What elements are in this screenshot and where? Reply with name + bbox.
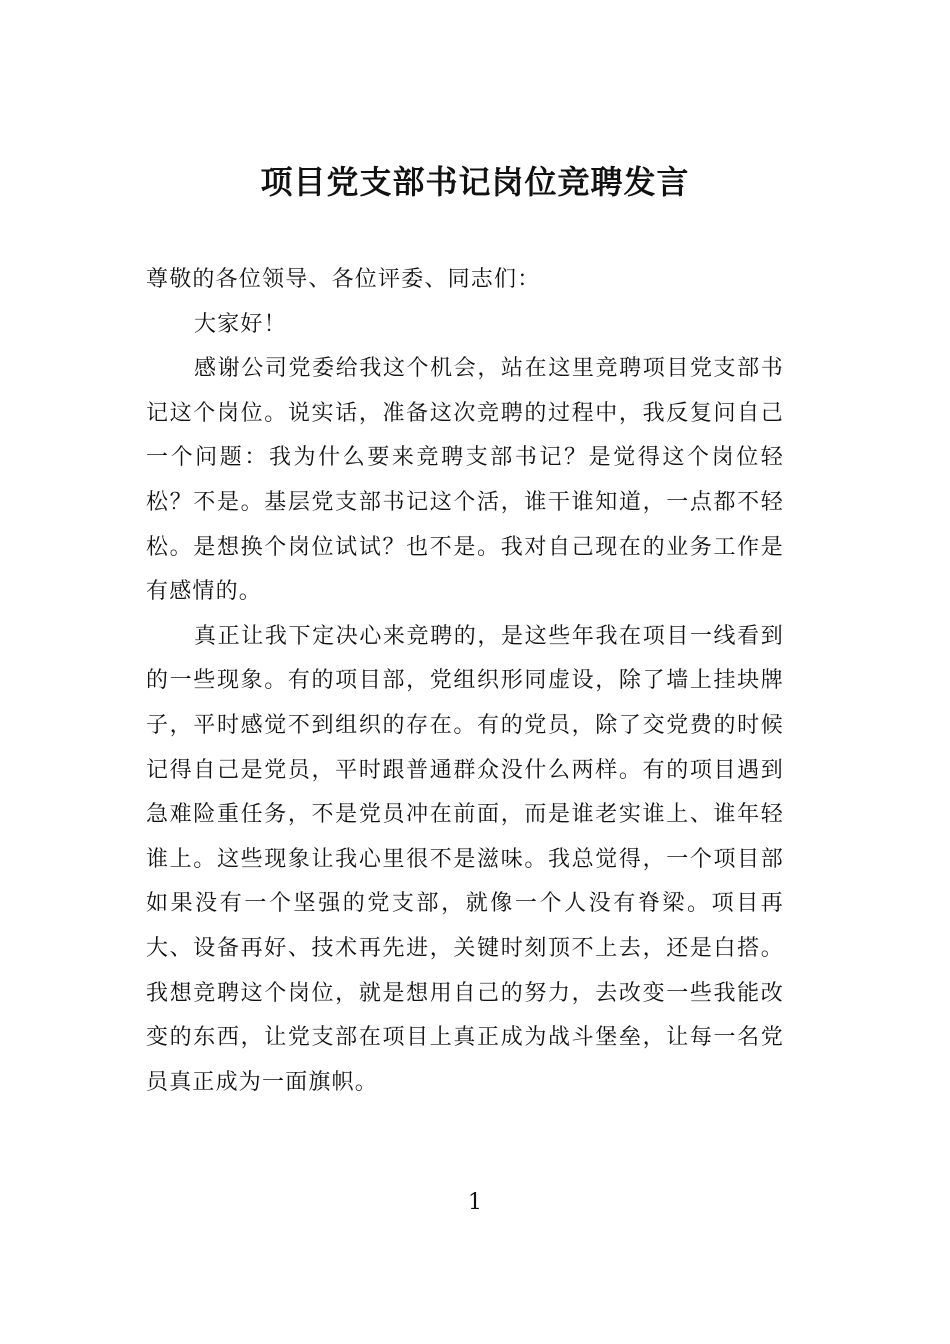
paragraph-1: 感谢公司党委给我这个机会，站在这里竞聘项目党支部书记这个岗位。说实话，准备这次竞聘的过程中，我反复问自己一个问题：我为什么要来竞聘支部书记？是觉得这个岗位轻松？不是。基层党支部书记这个活，谁干谁知道，一点都不轻松。是想换个岗位试试？也不是。我对自己现在的业务工作是有感情的。 <box>146 356 784 605</box>
document-body <box>146 258 784 1105</box>
document-title: 项目党支部书记岗位竞聘发言 <box>260 163 690 201</box>
salutation: 尊敬的各位领导、各位评委、同志们： <box>146 267 541 292</box>
page-number: 1 <box>468 1190 482 1215</box>
paragraph-2: 真正让我下定决心来竞聘的，是这些年我在项目一线看到的一些现象。有的项目部，党组织形同虚设，除了墙上挂块牌子，平时感觉不到组织的存在。有的党员，除了交党费的时候记得自己是党员，平时跟普通群众没什么两样。有的项目遇到急难险重任务，不是党员冲在前面，而是谁老实谁上、谁年轻谁上。这些现象让我心里很不是滋味。我总觉得，一个项目部如果没有一个坚强的党支部，就像一个人没有脊梁。项目再大、设备再好、技术再先进，关键时刻顶不上去，还是白搭。我想竞聘这个岗位，就是想用自己的努力，去改变一些我能改变的东西，让党支部在项目上真正成为战斗堡垒，让每一名党员真正成为一面旗帜。 <box>146 623 784 1095</box>
greeting: 大家好！ <box>194 311 287 337</box>
